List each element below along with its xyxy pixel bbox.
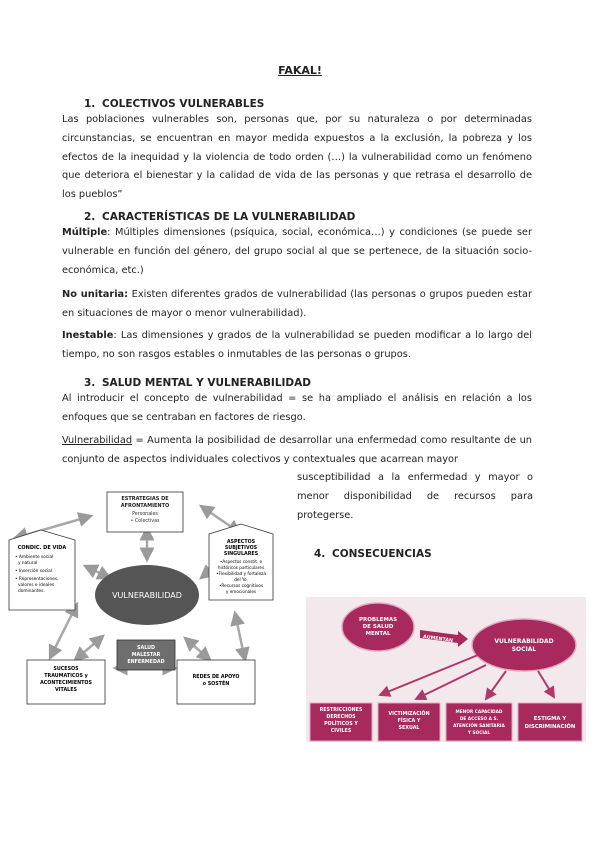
- vulnerabilidad-paragraph: [62, 432, 532, 470]
- strategies-item-2: • Colectivas: [130, 519, 160, 524]
- restricciones-label-1: RESTRICCIONES: [319, 708, 363, 713]
- problemas-label-1: PROBLEMAS: [358, 617, 398, 623]
- condic-item-6: dominantes.: [18, 589, 45, 594]
- nounitaria-text: Existen diferentes grados de vulnerabilidad (las personas o grupos pueden estar en situaciones de mayor o menor vulnerabilidad).: [62, 289, 532, 319]
- page-title: FAKAL!: [278, 64, 322, 77]
- salud-label-3: ENFERMEDAD: [127, 660, 165, 665]
- aspects-item-5: •Recursos cognitivos: [218, 583, 264, 588]
- vulnerabilidad-social-label-1: VULNERABILIDAD: [494, 638, 554, 645]
- section2-number: 2.: [84, 211, 96, 223]
- section4-heading: [314, 548, 432, 560]
- victimizacion-label-3: SEXUAL: [398, 726, 420, 731]
- strategies-item-1: Personales: [132, 512, 158, 517]
- multiple-term: Múltiple: [62, 227, 108, 238]
- redes-label-2: o SOSTÉN: [202, 682, 230, 687]
- aspects-title-1: ASPECTOS: [226, 540, 256, 545]
- condic-item-5: valores e ideales: [18, 583, 55, 588]
- aspects-item-4: del Yo.: [234, 577, 248, 582]
- section4-number: 4.: [314, 548, 326, 560]
- aspects-item-1: •Aspectos constit. e: [219, 559, 263, 564]
- vulnerability-factors-diagram: [5, 488, 295, 718]
- multiple-paragraph: [62, 224, 532, 280]
- sucesos-label-3: ACONTECIMIENTOS: [40, 681, 92, 686]
- problemas-label-3: MENTAL: [365, 631, 391, 637]
- restricciones-label-3: POLÍTICOS Y: [324, 722, 358, 727]
- section3-paragraph: Al introducir el concepto de vulnerabilidad = se ha ampliado el análisis en relación a los enfoques que se centraban en factores de riesgo.: [62, 393, 532, 423]
- section2-heading-text: CARACTERÍSTICAS DE LA VULNERABILIDAD: [102, 211, 356, 223]
- sucesos-label-4: VITALES: [55, 688, 77, 693]
- section3-heading-text: SALUD MENTAL Y VULNERABILIDAD: [102, 377, 311, 389]
- problemas-label-2: DE SALUD: [362, 624, 394, 630]
- sucesos-label-2: TRAUMATICOS y: [44, 674, 88, 679]
- inestable-paragraph: [62, 327, 532, 365]
- consequences-diagram: [306, 597, 586, 742]
- strategies-title: ESTRATEGIAS DE AFRONTAMIENTO: [120, 496, 170, 509]
- condic-item-1: • Ambiente social: [15, 555, 54, 560]
- inestable-text: : Las dimensiones y grados de la vulnerabilidad se pueden modificar a lo largo del tiempo, no son rasgos estables o inmutables de las personas o grupos.: [62, 330, 532, 360]
- section1-number: 1.: [84, 98, 96, 110]
- restricciones-label-4: CIVILES: [330, 729, 352, 734]
- section3-number: 3.: [84, 377, 96, 389]
- section1-paragraph: Las poblaciones vulnerables son, personas que, por su naturaleza o por determinadas circunstancias, se encuentran en mayor medida expuestos a la exclusión, la pobreza y los efectos de la inequidad y la violencia de todo orden (…) la vulnerabilidad como un fenómeno que deteriora el bienestar y la calidad de vida de las personas y que retrasa el desarrollo de los pueblos”: [62, 114, 532, 201]
- aumentan-label: AUMENTAN: [422, 634, 454, 645]
- aspects-item-6: y emocionales: [225, 589, 257, 594]
- aspects-item-2: históricos particulares: [217, 565, 265, 570]
- vulnerabilidad-text: = Aumenta la posibilidad de desarrollar una enfermedad como resultante de un conjunto de aspectos individuales colectivos y contextuales que acarrean mayor: [62, 435, 532, 465]
- estigma-label-1: ESTIGMA Y: [533, 716, 567, 722]
- section3-heading: [84, 377, 311, 389]
- victimizacion-label-2: FÍSICA Y: [397, 719, 421, 724]
- inestable-term: Inestable: [62, 330, 114, 341]
- aspects-item-3: •Flexibilidad y fortaleza: [216, 571, 266, 576]
- salud-label-1: SALUD: [137, 646, 155, 651]
- menor-capacidad-label-4: Y SOCIAL: [467, 731, 491, 736]
- restricciones-label-2: DERECHOS: [326, 715, 356, 720]
- condic-item-4: • Representaciones,: [15, 577, 59, 582]
- condic-title: CONDIC. DE VIDA: [17, 545, 67, 551]
- section4-heading-text: CONSECUENCIAS: [332, 548, 432, 560]
- vulnerabilidad-social-node: [472, 619, 576, 671]
- estigma-label-2: DISCRIMINACIÓN: [524, 724, 576, 730]
- aspects-title-3: SINGULARES: [223, 552, 259, 557]
- nounitaria-paragraph: [62, 286, 532, 324]
- vulnerabilidad-continuation: susceptibilidad a la enfermedad y mayor o menor disponibilidad de recursos para protegerse.: [297, 472, 533, 521]
- estigma-box: [518, 703, 582, 741]
- menor-capacidad-label-3: ATENCIÓN SANITARIA: [453, 724, 505, 729]
- vulnerabilidad-term: Vulnerabilidad: [62, 435, 133, 446]
- section1-heading: [84, 98, 264, 110]
- multiple-text: : Múltiples dimensiones (psíquica, social, económica…) y condiciones (se puede ser vulnerable en función del género, del grupo social al que se pertenece, de la situación socio-económica, etc.): [62, 227, 532, 276]
- menor-capacidad-label-1: MENOR CAPACIDAD: [455, 710, 503, 715]
- vulnerabilidad-social-label-2: SOCIAL: [511, 646, 537, 653]
- condic-item-2: y natural: [18, 561, 38, 566]
- salud-label-2: MALESTAR: [131, 653, 161, 658]
- redes-label-1: REDES DE APOYO: [192, 675, 240, 680]
- condic-item-3: • Inserción social: [15, 569, 52, 574]
- victimizacion-label-1: VICTIMIZACIÓN: [388, 712, 430, 717]
- section1-heading-text: COLECTIVOS VULNERABLES: [102, 98, 265, 110]
- section2-heading: [84, 211, 355, 223]
- sucesos-label-1: SUCESOS: [53, 667, 79, 672]
- center-label: VULNERABILIDAD: [112, 591, 182, 600]
- aspects-title-2: SUBJETIVOS: [224, 546, 258, 551]
- nounitaria-term: No unitaria:: [62, 289, 129, 300]
- menor-capacidad-label-2: DE ACCESO A S.: [459, 717, 499, 722]
